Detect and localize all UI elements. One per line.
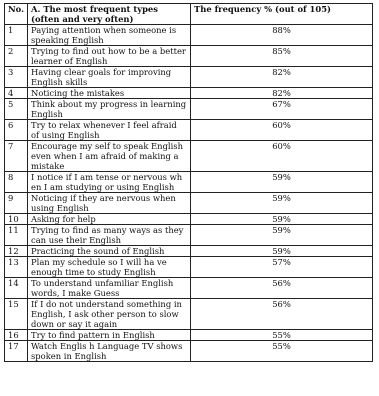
row-number: 12 — [5, 246, 28, 257]
table-row — [5, 278, 373, 299]
row-type: Noticing if they are nervous when using English — [28, 193, 191, 214]
row-type: I notice if I am tense or nervous wh en I am studying or using English — [28, 172, 191, 193]
row-type: Think about my progress in learning English — [28, 99, 191, 120]
row-frequency: 55% — [191, 341, 373, 362]
table-row — [5, 330, 373, 341]
row-type: Practicing the sound of English — [28, 246, 191, 257]
table-row — [5, 141, 373, 172]
row-number: 15 — [5, 299, 28, 330]
table-row — [5, 193, 373, 214]
row-frequency: 67% — [191, 99, 373, 120]
table-row — [5, 172, 373, 193]
header-no: No. — [5, 4, 28, 25]
row-number: 7 — [5, 141, 28, 172]
table-row — [5, 25, 373, 46]
row-type: If I do not understand something in English, I ask other person to slow down or say it again — [28, 299, 191, 330]
row-frequency: 60% — [191, 141, 373, 172]
table-row — [5, 214, 373, 225]
row-frequency: 59% — [191, 225, 373, 246]
row-number: 6 — [5, 120, 28, 141]
row-frequency: 85% — [191, 46, 373, 67]
table-header-row — [5, 4, 373, 25]
row-number: 11 — [5, 225, 28, 246]
table-row — [5, 46, 373, 67]
row-type: Trying to find as many ways as they can use their English — [28, 225, 191, 246]
row-number: 17 — [5, 341, 28, 362]
table-row — [5, 299, 373, 330]
row-number: 3 — [5, 67, 28, 88]
table-row — [5, 88, 373, 99]
header-type: A. The most frequent types (often and very often) — [28, 4, 191, 25]
row-number: 5 — [5, 99, 28, 120]
row-type: Paying attention when someone is speaking English — [28, 25, 191, 46]
row-frequency: 56% — [191, 299, 373, 330]
table-row — [5, 120, 373, 141]
header-frequency: The frequency % (out of 105) — [191, 4, 373, 25]
row-frequency: 60% — [191, 120, 373, 141]
row-type: Asking for help — [28, 214, 191, 225]
row-number: 4 — [5, 88, 28, 99]
row-type: Try to relax whenever I feel afraid of using English — [28, 120, 191, 141]
table-row — [5, 99, 373, 120]
row-number: 1 — [5, 25, 28, 46]
row-number: 13 — [5, 257, 28, 278]
row-frequency: 59% — [191, 214, 373, 225]
row-frequency: 88% — [191, 25, 373, 46]
row-type: Plan my schedule so I will ha ve enough time to study English — [28, 257, 191, 278]
row-type: Trying to find out how to be a better learner of English — [28, 46, 191, 67]
row-frequency: 82% — [191, 88, 373, 99]
table-row — [5, 257, 373, 278]
row-frequency: 59% — [191, 246, 373, 257]
row-type: To understand unfamiliar English words, I make Guess — [28, 278, 191, 299]
table-row — [5, 225, 373, 246]
row-frequency: 56% — [191, 278, 373, 299]
table-row — [5, 67, 373, 88]
row-type: Watch Englis h Language TV shows spoken in English — [28, 341, 191, 362]
row-frequency: 82% — [191, 67, 373, 88]
row-number: 16 — [5, 330, 28, 341]
row-number: 8 — [5, 172, 28, 193]
row-type: Noticing the mistakes — [28, 88, 191, 99]
row-number: 14 — [5, 278, 28, 299]
table-row — [5, 246, 373, 257]
row-type: Try to find pattern in English — [28, 330, 191, 341]
table-row — [5, 341, 373, 362]
row-frequency: 59% — [191, 172, 373, 193]
row-frequency: 59% — [191, 193, 373, 214]
row-type: Having clear goals for improving English skills — [28, 67, 191, 88]
row-type: Encourage my self to speak English even when I am afraid of making a mistake — [28, 141, 191, 172]
row-frequency: 57% — [191, 257, 373, 278]
strategy-frequency-table — [4, 3, 373, 362]
row-number: 10 — [5, 214, 28, 225]
row-frequency: 55% — [191, 330, 373, 341]
row-number: 2 — [5, 46, 28, 67]
row-number: 9 — [5, 193, 28, 214]
